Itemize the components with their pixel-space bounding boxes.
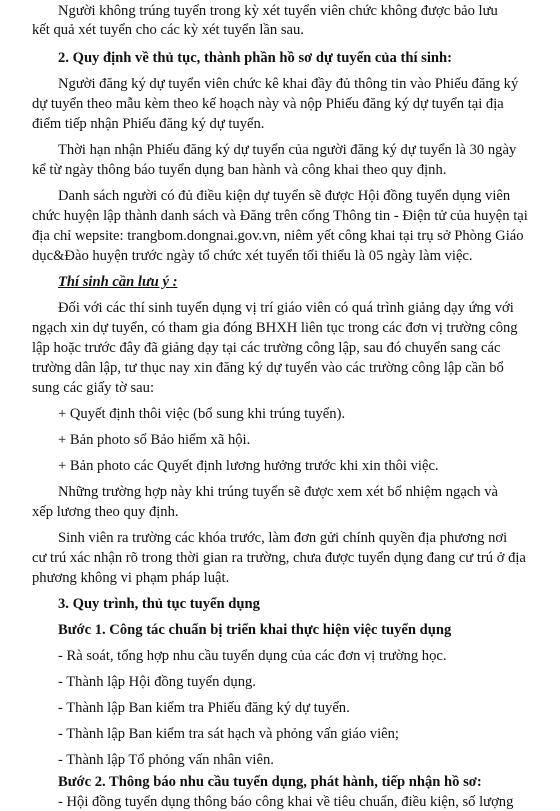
list-item: - Rà soát, tổng hợp nhu cầu tuyển dụng của các đơn vị trường học. [58,648,447,664]
text-line: trường dân lập, tư thục nay xin đăng ký dự tuyển vào các trường công lập cần bổ [32,360,504,376]
text-line: địa chỉ wepsite: trangbom.dongnai.gov.vn, niêm yết công khai tại trụ sở Phòng Giáo [32,228,524,244]
text-line: Những trường hợp này khi trúng tuyển sẽ được xem xét bổ nhiệm ngạch và [58,484,499,500]
list-item: + Quyết định thôi việc (bổ sung khi trúng tuyển). [58,406,346,422]
text-line: dục&Đào huyện trước ngày tổ chức xét tuyển tối thiểu là 05 ngày làm việc. [32,248,473,264]
step-heading: Bước 2. Thông báo nhu cầu tuyển dụng, phát hành, tiếp nhận hồ sơ: [58,774,482,790]
list-item: - Thành lập Ban kiểm tra Phiếu đăng ký dự tuyển. [58,700,350,716]
text-line: - Hội đồng tuyển dụng thông báo công khai về tiêu chuẩn, điều kiện, số lượng [58,794,514,810]
text-line: Đối với các thí sinh tuyển dụng vị trí giáo viên có quá trình giảng dạy ứng với [58,300,514,316]
text-line: cư trú xác nhận rõ trong thời gian ra trường, chưa được tuyển dụng đang cư trú ở địa [32,550,526,566]
text-line: Danh sách người có đủ điều kiện dự tuyển sẽ được Hội đồng tuyển dụng viên [58,188,511,204]
list-item: - Thành lập Ban kiểm tra sát hạch và phỏng vấn giáo viên; [58,726,399,742]
section-heading: 2. Quy định về thủ tục, thành phần hồ sơ dự tuyển của thí sinh: [58,50,452,66]
text-line: dự tuyển theo mẫu kèm theo kế hoạch này và nộp Phiếu đăng ký dự tuyển tại địa [32,96,504,112]
list-item: - Thành lập Tổ phỏng vấn nhân viên. [58,752,274,768]
text-line: xếp lương theo quy định. [32,504,179,520]
text-line: ngạch xin dự tuyển, có tham gia đóng BHXH liên tục trong các đơn vị trường công [32,320,518,336]
text-line: kể từ ngày thông báo tuyển dụng ban hành và công khai theo quy định. [32,162,447,178]
list-item: + Bản photo các Quyết định lương hưởng trước khi xin thôi việc. [58,458,439,474]
note-heading: Thí sinh cần lưu ý : [58,274,178,290]
text-line: phương không vi phạm pháp luật. [32,570,230,586]
text-line: kết quả xét tuyển cho các kỳ xét tuyển lần sau. [32,22,304,38]
section-heading: 3. Quy trình, thủ tục tuyển dụng [58,596,260,612]
text-line: Thời hạn nhận Phiếu đăng ký dự tuyển của người đăng ký dự tuyển là 30 ngày [58,142,517,158]
text-line: Người đăng ký dự tuyển viên chức kê khai đầy đủ thông tin vào Phiếu đăng ký [58,76,519,92]
step-heading: Bước 1. Công tác chuẩn bị triển khai thực hiện việc tuyển dụng [58,622,452,638]
text-line: điểm tiếp nhận Phiếu đăng ký dự tuyển. [32,116,265,132]
text-line: Người không trúng tuyển trong kỳ xét tuyển viên chức không được bảo lưu [58,3,498,19]
text-line: sung các giấy tờ sau: [32,380,155,396]
list-item: + Bản photo sổ Bảo hiểm xã hội. [58,432,251,448]
text-line: chức huyện lập thành danh sách và Đăng trên cổng Thông tin - Điện tử của huyện tại [32,208,528,224]
text-line: Sinh viên ra trường các khóa trước, làm đơn gửi chính quyền địa phương nơi [58,530,508,546]
list-item: - Thành lập Hội đồng tuyển dụng. [58,674,256,690]
text-line: lập hoặc trước đây đã giảng dạy tại các trường công lập, sau đó chuyển sang các [32,340,501,356]
